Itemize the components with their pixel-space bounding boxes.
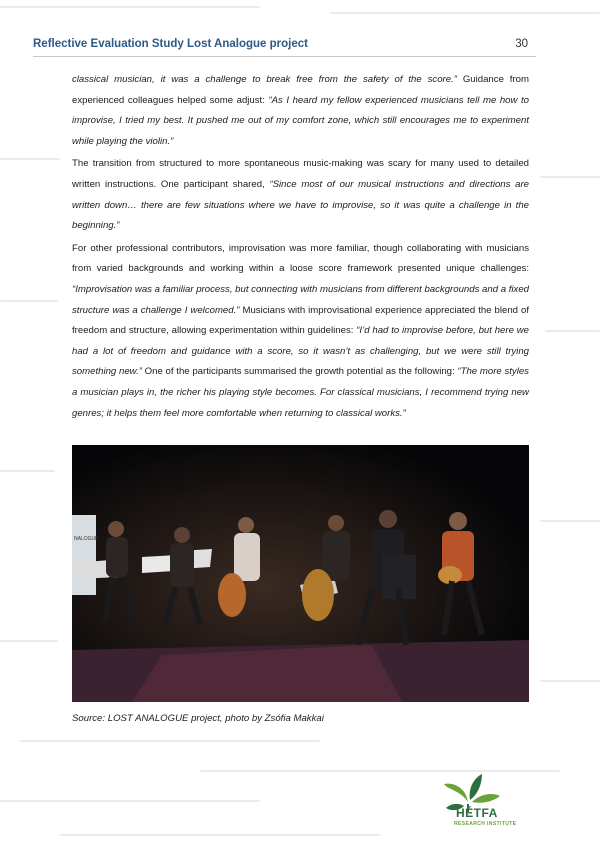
photo-caption: Source: LOST ANALOGUE project, photo by Zsófia Makkai (72, 713, 324, 724)
concert-photo (72, 445, 529, 702)
quote-text: “The more styles a musician plays in, the richer his playing style becomes. For classical musicians, I recommend trying new genres; it helps them feel more comfortable when returning to classical works.” (72, 366, 529, 419)
body-text (72, 70, 529, 426)
body-text-run: For other professional contributors, improvisation was more familiar, though collaborating with musicians from varied backgrounds and working within a loose score framework presented unique challenges: (72, 242, 529, 275)
banner-text: NALOGUE (74, 536, 99, 542)
quote-text: “As I heard my fellow experienced musicians tell me how to improvise, I tried my best. It pushed me out of my comfort zone, which still encourages me to experiment while playing the violin.” (72, 94, 529, 147)
document-title: Reflective Evaluation Study Lost Analogue project (33, 38, 308, 50)
paragraph (72, 70, 529, 152)
quote-text: “I’d had to improvise before, but here we had a lot of freedom and guidance with a score, so it wasn’t as challenging, but we were still trying something new.” (72, 325, 530, 378)
quote-text: “Improvisation was a familiar process, but connecting with musicians from different backgrounds and a fixed structure was a challenge I welcomed.” (72, 283, 529, 316)
page-number: 30 (515, 38, 528, 50)
body-text-run: Guidance from experienced colleagues helped some adjust: (72, 74, 529, 106)
body-text-run: Musicians with improvisational experience appreciated the blend of freedom and structure, allowing experimentation within guidelines: (72, 304, 529, 337)
page-header (0, 0, 600, 62)
logo-subtitle: RESEARCH INSTITUTE (454, 821, 517, 827)
quote-text: “Since most of our musical instructions and directions are written down… there are few situations where we have to improvise, so it was quite a challenge in the beginning.” (72, 178, 529, 232)
paragraph (72, 239, 529, 424)
logo-name: HÉTFA (456, 806, 498, 820)
header-divider (33, 56, 536, 57)
body-text-run: The transition from structured to more spontaneous music-making was scary for many used to detailed written instructions. One participant shared, (72, 158, 529, 190)
body-text-run: One of the participants summarised the growth potential as the following: (141, 366, 458, 378)
paragraph (72, 154, 529, 236)
quote-text: classical musician, it was a challenge to break free from the safety of the score.” (72, 74, 457, 85)
